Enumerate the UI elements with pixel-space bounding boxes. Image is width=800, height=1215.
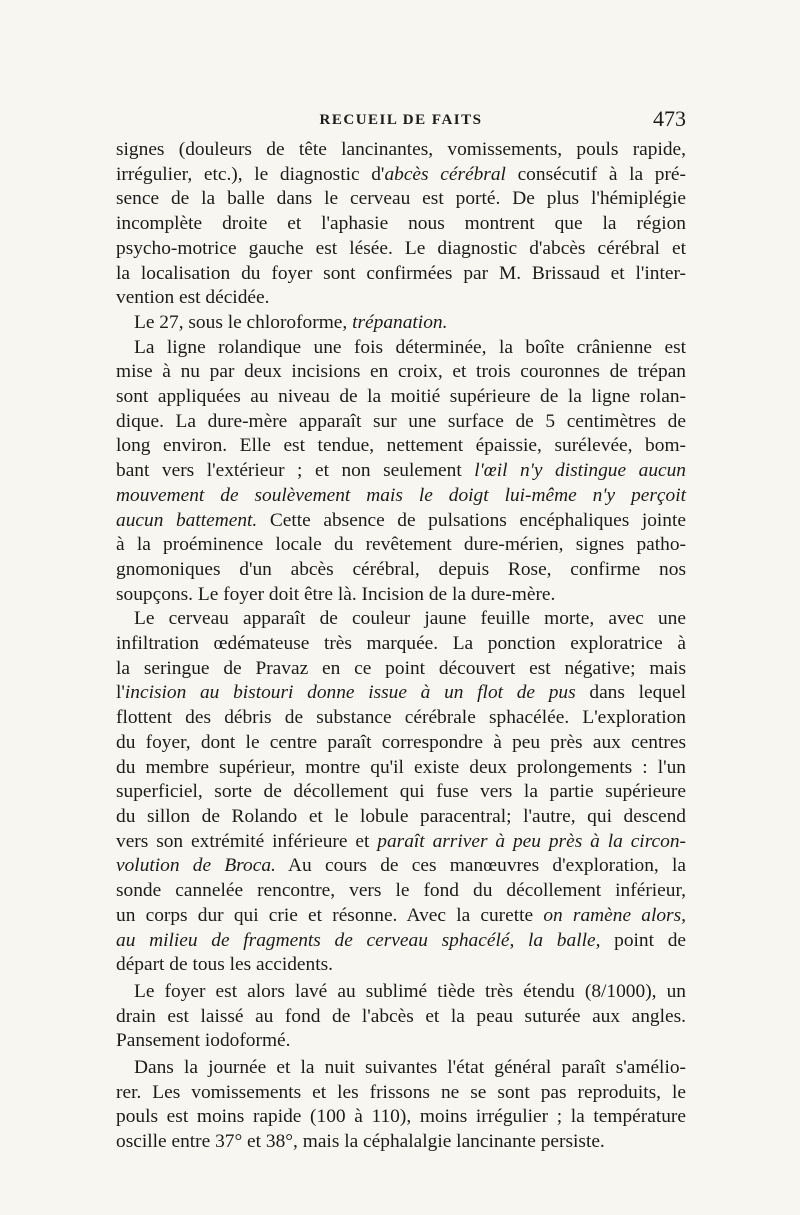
text-line (116, 657, 686, 682)
text-line (116, 558, 686, 583)
text-run: oscille entre 37° et 38°, mais la céphalalgie lancinante persiste. (116, 1131, 605, 1153)
text-line (116, 311, 686, 336)
text-run: irrégulier, etc.), le diagnostic d' (116, 163, 385, 185)
text-run: vention est décidée. (116, 287, 270, 309)
text-run: la localisation du foyer sont confirmées par M. Brissaud et l'inter- (116, 262, 686, 284)
text-run: du foyer, dont le centre paraît correspondre à peu près aux centres (116, 731, 686, 753)
text-line (116, 1005, 686, 1030)
text-run: vers son extrémité inférieure et (116, 830, 378, 852)
text-line (116, 854, 686, 879)
italic-run: incision au bistouri donne issue à un flot de pus (124, 682, 576, 704)
text-line (116, 1056, 686, 1081)
text-run: un corps dur qui crie et résonne. Avec la curette (116, 904, 544, 926)
text-run: drain est laissé au fond de l'abcès et la peau suturée aux angles. (116, 1005, 686, 1027)
text-line (116, 706, 686, 731)
text-line (116, 904, 686, 929)
text-run: sonde cannelée rencontre, vers le fond du décollement inférieur, (116, 880, 686, 902)
text-run: du sillon de Rolando et le lobule paracentral; l'autre, qui descend (116, 805, 686, 827)
text-run: Le 27, sous le chloroforme, (134, 311, 353, 333)
text-run: bant vers l'extérieur ; et non seulement (116, 460, 475, 482)
text-line (116, 929, 686, 954)
italic-run: abcès cérébral (384, 163, 506, 185)
text-line (116, 607, 686, 632)
italic-run: volution de Broca. (116, 855, 276, 877)
text-line (116, 163, 686, 188)
text-line (116, 632, 686, 657)
running-head: RECUEIL DE FAITS (319, 112, 483, 128)
text-line (116, 1029, 686, 1054)
text-run: gnomoniques d'un abcès cérébral, depuis Rose, confirme nos (116, 558, 686, 580)
text-line (116, 212, 686, 237)
text-line (116, 583, 686, 608)
text-run: dique. La dure-mère apparaît sur une surface de 5 centimètres de (116, 410, 686, 432)
text-line (116, 681, 686, 706)
text-line (116, 953, 686, 978)
text-run: pouls est moins rapide (100 à 110), moins irrégulier ; la température (116, 1106, 686, 1128)
text-run: Au cours de ces manœuvres d'exploration, la (275, 855, 686, 877)
text-line (116, 805, 686, 830)
text-line (116, 879, 686, 904)
text-run: du membre supérieur, montre qu'il existe deux prolongements : l'un (116, 756, 686, 778)
text-line (116, 187, 686, 212)
italic-run: aucun battement. (116, 509, 258, 531)
text-run: Pansement iodoformé. (116, 1030, 291, 1052)
text-run: psycho-motrice gauche est lésée. Le diagnostic d'abcès cérébral et (116, 237, 686, 259)
body-text (116, 138, 686, 1155)
text-line (116, 780, 686, 805)
text-line (116, 756, 686, 781)
text-run: sont appliquées au niveau de la moitié supérieure de la ligne rolan- (116, 386, 686, 408)
text-run: sence de la balle dans le cerveau est porté. De plus l'hémiplégie (116, 188, 686, 210)
text-run: long environ. Elle est tendue, nettement épaissie, surélevée, bom- (116, 435, 686, 457)
text-run: superficiel, sorte de décollement qui fuse vers la partie supérieure (116, 781, 686, 803)
text-line (116, 237, 686, 262)
text-run: signes (douleurs de tête lancinantes, vomissements, pouls rapide, (116, 139, 686, 160)
text-line (116, 410, 686, 435)
text-line (116, 286, 686, 311)
text-line (116, 262, 686, 287)
text-run: infiltration œdémateuse très marquée. La ponction exploratrice à (116, 633, 686, 655)
text-run: dans lequel (575, 682, 686, 704)
text-line (116, 830, 686, 855)
text-run: à la proéminence locale du revêtement dure-mérien, signes patho- (116, 534, 686, 556)
italic-run: au milieu de fragments de cerveau sphacélé, la balle, (116, 929, 601, 951)
text-line (116, 1081, 686, 1106)
text-line (116, 138, 686, 163)
text-line (116, 434, 686, 459)
text-run: Cette absence de pulsations encéphaliques jointe (257, 509, 686, 531)
text-run: rer. Les vomissements et les frissons ne se sont pas reproduits, le (116, 1081, 686, 1103)
text-run: Le foyer est alors lavé au sublimé tiède très étendu (8/1000), un (134, 980, 686, 1002)
text-line (116, 509, 686, 534)
text-line (116, 385, 686, 410)
text-line (116, 980, 686, 1005)
text-line (116, 1130, 686, 1155)
text-line (116, 533, 686, 558)
text-run: incomplète droite et l'aphasie nous montrent que la région (116, 213, 686, 235)
text-line (116, 336, 686, 361)
page-header (116, 104, 686, 132)
text-run: consécutif à la pré- (505, 163, 686, 185)
text-run: Dans la journée et la nuit suivantes l'état général paraît s'amélio- (134, 1057, 686, 1079)
text-line (116, 484, 686, 509)
text-run: soupçons. Le foyer doit être là. Incision de la dure-mère. (116, 583, 556, 605)
italic-run: on ramène alors, (543, 904, 686, 926)
text-run: départ de tous les accidents. (116, 954, 333, 976)
text-run: La ligne rolandique une fois déterminée, la boîte crânienne est (134, 336, 686, 358)
italic-run: mouvement de soulèvement mais le doigt lui-même n'y perçoit (116, 484, 686, 506)
text-line (116, 360, 686, 385)
italic-run: paraît arriver à peu près à la circon- (377, 830, 686, 852)
text-line (116, 1105, 686, 1130)
text-run: l' (116, 682, 125, 704)
page-number: 473 (653, 106, 686, 131)
italic-run: l'œil n'y distingue aucun (474, 460, 687, 482)
italic-run: trépanation. (352, 311, 448, 333)
text-run: point de (600, 929, 686, 951)
text-run: la seringue de Pravaz en ce point découvert est négative; mais (116, 657, 686, 679)
text-run: Le cerveau apparaît de couleur jaune feuille morte, avec une (134, 608, 686, 630)
text-line (116, 459, 686, 484)
text-run: flottent des débris de substance cérébrale sphacélée. L'exploration (116, 707, 686, 729)
text-run: mise à nu par deux incisions en croix, et trois couronnes de trépan (116, 361, 686, 383)
text-line (116, 731, 686, 756)
